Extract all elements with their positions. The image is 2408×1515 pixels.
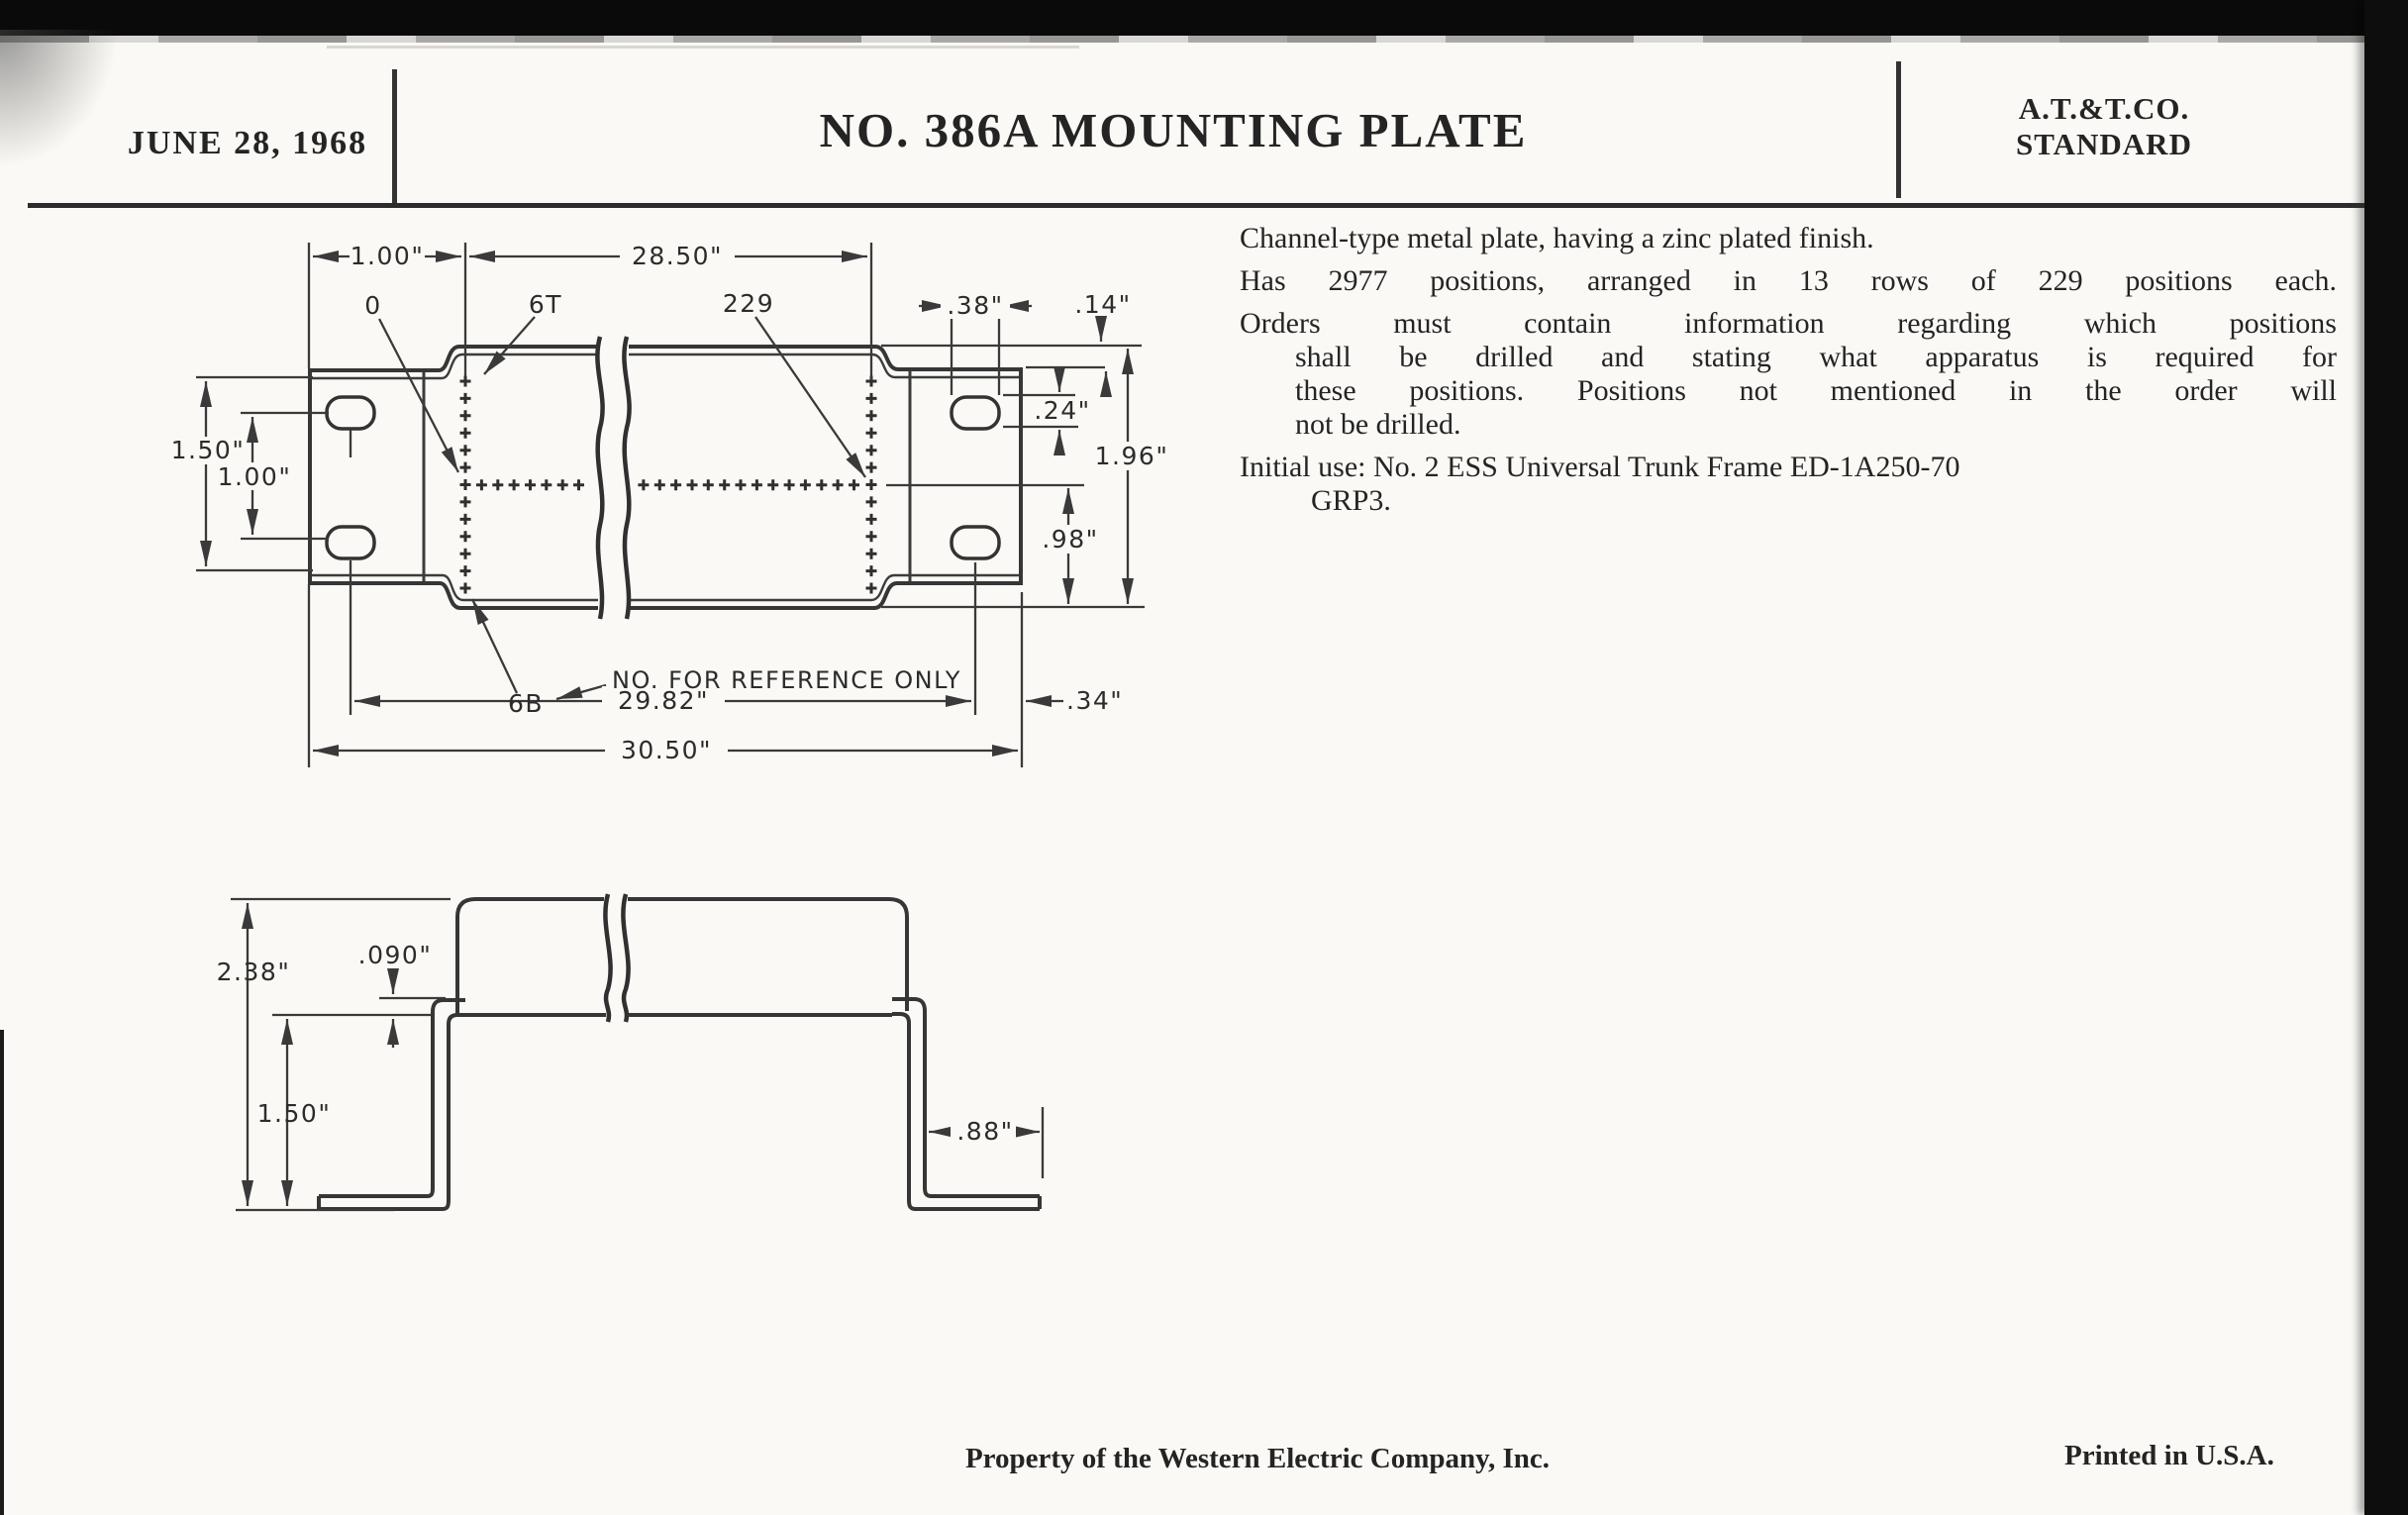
reference-note: NO. FOR REFERENCE ONLY (612, 666, 961, 694)
section-view-drawing (217, 894, 1043, 1210)
dim-label-lower-half: .98" (1042, 525, 1099, 554)
dim-label-span: 28.50" (631, 242, 724, 270)
dim-label-top-step: .14" (1074, 290, 1132, 319)
dim-label-left-offset: 1.00" (350, 242, 425, 270)
position-label-0: 0 (364, 291, 382, 320)
page-title: NO. 386A MOUNTING PLATE (819, 103, 1528, 157)
note-finish: Channel-type metal plate, having a zinc plated finish. (1240, 222, 1874, 254)
dim-label-hole-height: .24" (1034, 396, 1091, 425)
position-label-6t: 6T (528, 290, 563, 319)
dim-label-edge-offset: .34" (1066, 686, 1124, 715)
footer-property-note: Property of the Western Electric Company, Inc. (964, 1443, 1551, 1474)
note-initial-use: Initial use: No. 2 ESS Universal Trunk Frame ED-1A250-70 GRP3. (1240, 451, 1960, 517)
dim-label-thickness: .090" (357, 941, 433, 969)
org-line1: A.T.&T.CO. (2018, 91, 2190, 126)
position-label-6b: 6B (507, 689, 545, 718)
section-dimension-lines (231, 899, 1043, 1210)
dim-label-leg-height: 1.50" (256, 1099, 332, 1128)
dim-label-overall: 30.50" (620, 736, 713, 764)
dim-label-overall-height: 2.38" (216, 958, 291, 986)
dim-label-mid-height: 1.96" (1094, 442, 1169, 470)
dim-label-hole-width: .38" (947, 291, 1004, 320)
footer-printed-note: Printed in U.S.A. (2064, 1440, 2274, 1471)
dim-label-hole-span: 29.82" (617, 686, 710, 715)
issue-date: JUNE 28, 1968 (127, 125, 368, 161)
note-orders: Orders must contain information regarding which positions shall be drilled and stating what apparatus is required for these positions. Positions not mentioned in the order will not be drilled. (1240, 307, 2337, 441)
plan-view-drawing (171, 242, 1178, 767)
dim-label-flange-width: .88" (956, 1117, 1014, 1146)
position-label-229: 229 (722, 289, 775, 318)
org-line2: STANDARD (2016, 127, 2192, 161)
dim-label-bracket-height: 1.50" (170, 436, 246, 464)
dim-label-hole-centers: 1.00" (217, 462, 292, 491)
note-positions: Has 2977 positions, arranged in 13 rows of 229 positions each. (1240, 264, 2337, 297)
section-dimension-labels (217, 941, 1014, 1146)
